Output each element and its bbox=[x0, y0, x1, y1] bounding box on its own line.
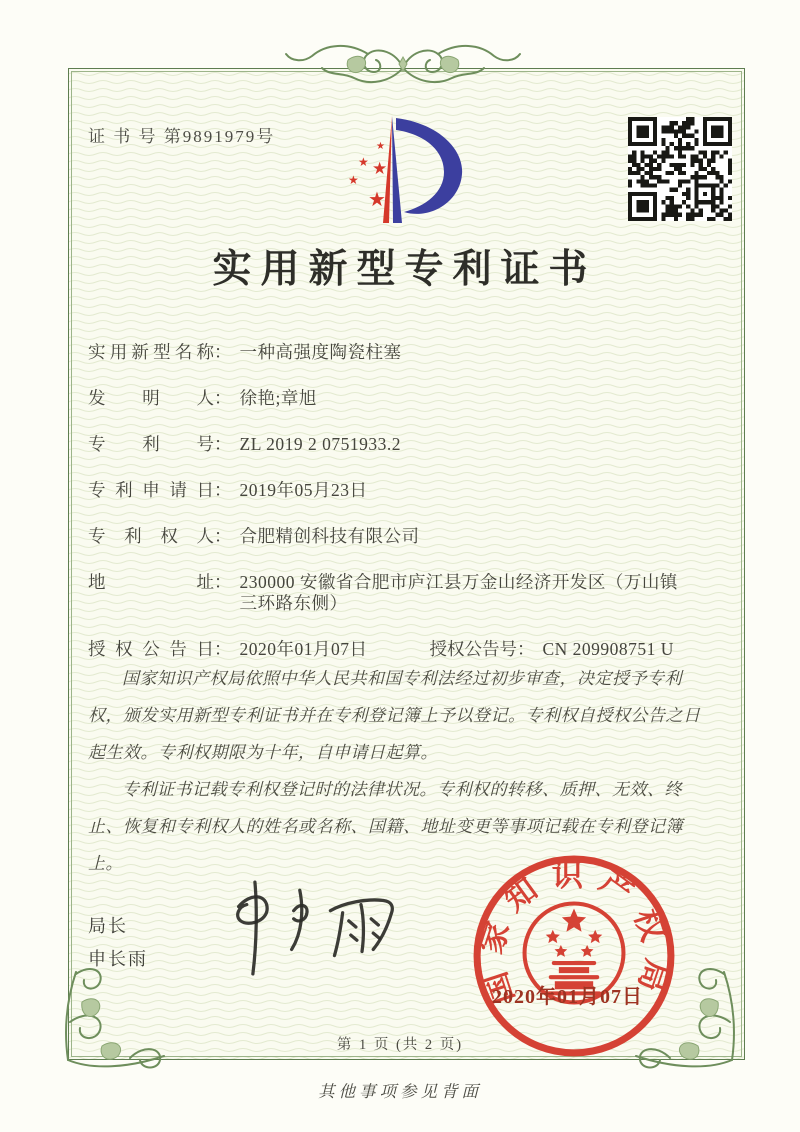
certificate-title: 实用新型专利证书 bbox=[212, 248, 597, 291]
field-value-address: 230000 安徽省合肥市庐江县万金山经济开发区（万山镇三环路东侧） bbox=[239, 572, 678, 613]
seal-date: 2020年01月07日 bbox=[492, 986, 643, 1008]
top-center-flourish-ornament bbox=[278, 38, 528, 98]
commissioner-title: 局长 bbox=[88, 916, 128, 936]
qr-code bbox=[628, 117, 732, 221]
logo-star-icon: ★ bbox=[358, 155, 369, 169]
logo-star-icon: ★ bbox=[372, 159, 388, 178]
field-value-inventor: 徐艳;章旭 bbox=[239, 388, 317, 408]
field-label: 专利号 bbox=[88, 434, 214, 454]
field-value-grant-number: CN 209908751 U bbox=[542, 639, 674, 659]
field-value-patentee: 合肥精创科技有限公司 bbox=[239, 526, 420, 546]
field-row-inventor: 发明人 ： 徐艳;章旭 bbox=[88, 388, 317, 408]
legal-text bbox=[88, 660, 716, 882]
field-row-filing-date: 专利申请日 ： 2019年05月23日 bbox=[88, 480, 368, 500]
bottom-left-corner-ornament bbox=[52, 962, 182, 1074]
field-row-grant: 授权公告日 ： 2020年01月07日 授权公告号 ： CN 209908751 U bbox=[88, 639, 674, 659]
field-label: 发明人 bbox=[88, 388, 214, 408]
see-back-note: 其他事项参见背面 bbox=[318, 1082, 482, 1101]
field-label: 授权公告日 bbox=[88, 639, 214, 659]
field-value-grant-date: 2020年01月07日 bbox=[239, 639, 368, 659]
field-row-name: 实用新型名称 ： 一种高强度陶瓷柱塞 bbox=[88, 342, 402, 362]
commissioner-signature bbox=[205, 876, 415, 978]
logo-star-icon: ★ bbox=[376, 141, 385, 152]
cnipa-logo-graphic bbox=[330, 110, 485, 234]
cnipa-logo bbox=[330, 110, 485, 234]
logo-star-icon: ★ bbox=[368, 189, 386, 211]
field-label: 专利申请日 bbox=[88, 480, 214, 500]
field-label: 专利权人 bbox=[88, 526, 214, 546]
seal-org-text: 国家知识产权局 bbox=[473, 857, 675, 1009]
legal-paragraph-1: 国家知识产权局依照中华人民共和国专利法经过初步审查，决定授予专利权，颁发实用新型专利证书并在专利登记簿上予以登记。专利权自授权公告之日起生效。专利权期限为十年，自申请日起算。 bbox=[88, 669, 701, 762]
grant-number-pair: 授权公告号 ： CN 209908751 U bbox=[429, 639, 674, 659]
field-label: 地址 bbox=[88, 572, 214, 592]
page-number: 第 1 页 (共 2 页) bbox=[336, 1037, 464, 1053]
field-value-name: 一种高强度陶瓷柱塞 bbox=[239, 342, 402, 362]
logo-star-icon: ★ bbox=[348, 173, 359, 187]
commissioner-name: 申长雨 bbox=[88, 949, 148, 969]
field-label: 实用新型名称 bbox=[88, 342, 214, 362]
legal-paragraph-2: 专利证书记载专利权登记时的法律状况。专利权的转移、质押、无效、终止、恢复和专利权人的姓名或名称、国籍、地址变更等事项记载在专利登记簿上。 bbox=[88, 780, 683, 873]
field-row-patentee: 专利权人 ： 合肥精创科技有限公司 bbox=[88, 526, 420, 546]
field-label: 授权公告号 bbox=[429, 639, 517, 659]
field-row-patent-number: 专利号 ： ZL 2019 2 0751933.2 bbox=[88, 434, 401, 454]
field-row-address: 地址 ： 230000 安徽省合肥市庐江县万金山经济开发区（万山镇三环路东侧） bbox=[88, 572, 718, 614]
field-value-filing-date: 2019年05月23日 bbox=[239, 480, 368, 500]
certificate-fields bbox=[88, 342, 718, 685]
certificate-number: 证 书 号 第9891979号 bbox=[88, 127, 276, 146]
field-value-patent-number: ZL 2019 2 0751933.2 bbox=[239, 434, 401, 454]
